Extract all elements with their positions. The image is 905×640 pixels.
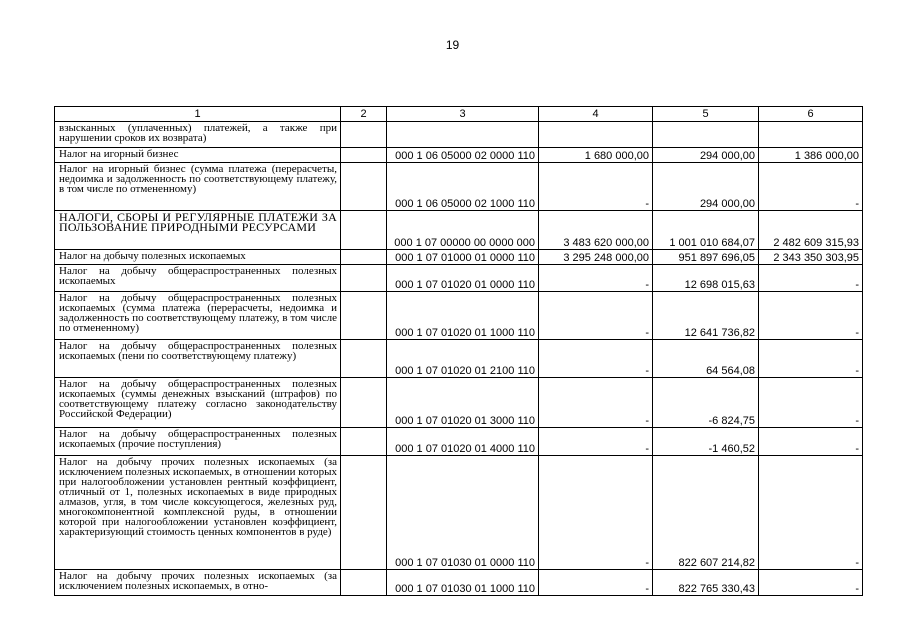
row-name: Налог на добычу прочих полезных ископаемых (за исключением полезных ископаемых, в отношении которых при налогообложении установлен рентный коэффициент, отличный от 1, полезных ископаемых в виде природных алмазов, угля, в том числе коксующегося, железных руд, многокомпонентной комплексной руды, в отношении которой при налогообложении установлен коэффициент, характеризующий стоимость ценных компонентов в руде)	[55, 456, 341, 570]
row-fact: 1 001 010 684,07	[653, 211, 759, 250]
row-diff: 2 343 350 303,95	[759, 250, 863, 265]
row-name: Налог на добычу прочих полезных ископаемых (за исключением полезных ископаемых, в отно-	[55, 570, 341, 596]
row-code: 000 1 07 01020 01 0000 110	[387, 265, 539, 292]
row-diff	[759, 122, 863, 148]
row-plan: -	[539, 570, 653, 596]
row-col2	[341, 265, 387, 292]
row-col2	[341, 250, 387, 265]
row-diff: -	[759, 340, 863, 378]
row-diff: 1 386 000,00	[759, 148, 863, 163]
row-code: 000 1 07 01020 01 4000 110	[387, 428, 539, 456]
row-code	[387, 122, 539, 148]
table-row	[55, 456, 863, 570]
row-fact: 294 000,00	[653, 148, 759, 163]
row-name: Налог на добычу общераспространенных полезных ископаемых (пени по соответствующему платежу)	[55, 340, 341, 378]
row-fact: 822 765 330,43	[653, 570, 759, 596]
row-col2	[341, 163, 387, 211]
table-row	[55, 148, 863, 163]
row-col2	[341, 292, 387, 340]
row-col2	[341, 456, 387, 570]
header-col-2: 2	[341, 107, 387, 122]
row-code: 000 1 07 01000 01 0000 110	[387, 250, 539, 265]
row-fact: 12 641 736,82	[653, 292, 759, 340]
row-fact: 12 698 015,63	[653, 265, 759, 292]
row-code: 000 1 06 05000 02 0000 110	[387, 148, 539, 163]
row-code: 000 1 07 01020 01 3000 110	[387, 378, 539, 428]
row-plan: 3 483 620 000,00	[539, 211, 653, 250]
row-name: Налог на добычу общераспространенных полезных ископаемых (сумма платежа (перерасчеты, недоимка и задолженность по соответствующему платежу, в том числе по отмененному)	[55, 292, 341, 340]
row-plan: 1 680 000,00	[539, 148, 653, 163]
table-row	[55, 163, 863, 211]
row-col2	[341, 122, 387, 148]
row-col2	[341, 148, 387, 163]
row-code: 000 1 07 00000 00 0000 000	[387, 211, 539, 250]
row-code: 000 1 06 05000 02 1000 110	[387, 163, 539, 211]
row-fact	[653, 122, 759, 148]
row-fact: 951 897 696,05	[653, 250, 759, 265]
row-code: 000 1 07 01030 01 0000 110	[387, 456, 539, 570]
table-row	[55, 378, 863, 428]
row-code: 000 1 07 01020 01 1000 110	[387, 292, 539, 340]
row-diff: -	[759, 570, 863, 596]
table-header-row	[55, 107, 863, 122]
row-plan: 3 295 248 000,00	[539, 250, 653, 265]
row-plan: -	[539, 456, 653, 570]
row-fact: -6 824,75	[653, 378, 759, 428]
row-plan: -	[539, 428, 653, 456]
row-plan: -	[539, 340, 653, 378]
row-plan: -	[539, 292, 653, 340]
header-col-1: 1	[55, 107, 341, 122]
row-col2	[341, 378, 387, 428]
revenue-table	[54, 106, 863, 596]
header-col-5: 5	[653, 107, 759, 122]
header-col-4: 4	[539, 107, 653, 122]
row-diff: 2 482 609 315,93	[759, 211, 863, 250]
row-name: Налог на игорный бизнес	[55, 148, 341, 163]
table-row	[55, 211, 863, 250]
row-fact: 64 564,08	[653, 340, 759, 378]
row-plan: -	[539, 163, 653, 211]
row-fact: 822 607 214,82	[653, 456, 759, 570]
row-name: Налог на добычу общераспространенных полезных ископаемых	[55, 265, 341, 292]
row-fact: -1 460,52	[653, 428, 759, 456]
header-col-6: 6	[759, 107, 863, 122]
header-col-3: 3	[387, 107, 539, 122]
table-row	[55, 570, 863, 596]
table-row	[55, 340, 863, 378]
row-name: Налог на добычу общераспространенных полезных ископаемых (суммы денежных взысканий (штрафов) по соответствующему платежу согласно законодательству Российской Федерации)	[55, 378, 341, 428]
row-name: взысканных (уплаченных) платежей, а также при нарушении сроков их возврата)	[55, 122, 341, 148]
row-name: Налог на добычу полезных ископаемых	[55, 250, 341, 265]
table-row	[55, 428, 863, 456]
table-row	[55, 292, 863, 340]
row-diff: -	[759, 428, 863, 456]
row-diff: -	[759, 163, 863, 211]
row-col2	[341, 570, 387, 596]
table-row	[55, 122, 863, 148]
table-row	[55, 265, 863, 292]
row-diff: -	[759, 265, 863, 292]
row-name: Налог на добычу общераспространенных полезных ископаемых (прочие поступления)	[55, 428, 341, 456]
row-diff: -	[759, 292, 863, 340]
page-number: 19	[445, 38, 460, 52]
row-name: НАЛОГИ, СБОРЫ И РЕГУЛЯРНЫЕ ПЛАТЕЖИ ЗА ПОЛЬЗОВАНИЕ ПРИРОДНЫМИ РЕСУРСАМИ	[55, 211, 341, 250]
row-code: 000 1 07 01020 01 2100 110	[387, 340, 539, 378]
row-col2	[341, 428, 387, 456]
row-col2	[341, 340, 387, 378]
row-diff: -	[759, 378, 863, 428]
row-col2	[341, 211, 387, 250]
row-plan: -	[539, 265, 653, 292]
row-diff: -	[759, 456, 863, 570]
row-name: Налог на игорный бизнес (сумма платежа (перерасчеты, недоимка и задолженность по соответствующему платежу, в том числе по отмененному)	[55, 163, 341, 211]
row-plan: -	[539, 378, 653, 428]
row-plan	[539, 122, 653, 148]
table-row	[55, 250, 863, 265]
row-fact: 294 000,00	[653, 163, 759, 211]
row-code: 000 1 07 01030 01 1000 110	[387, 570, 539, 596]
